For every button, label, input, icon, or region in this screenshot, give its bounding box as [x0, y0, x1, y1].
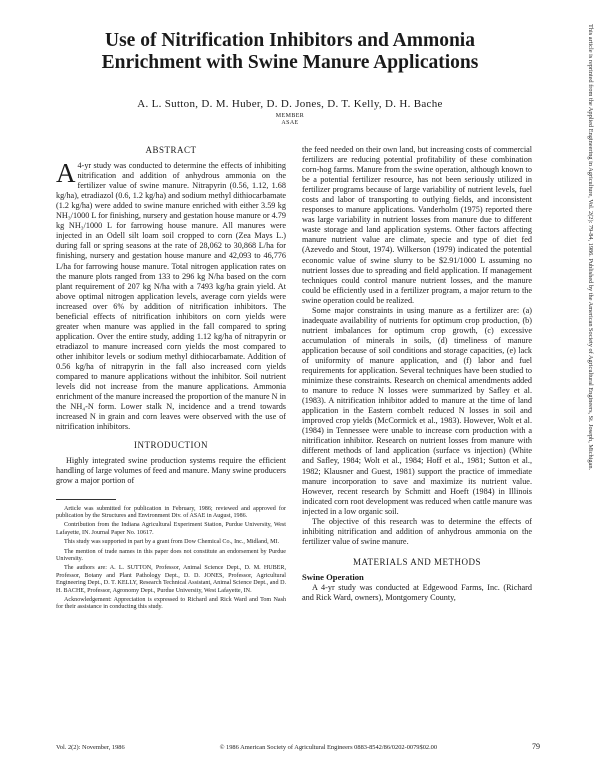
title-line-1: Use of Nitrification Inhibitors and Ammonia [105, 30, 475, 51]
footnote-contribution: Contribution from the Indiana Agricultural Experiment Station, Purdue University, West Lafayette, IN. Journal Paper No. 10617. [56, 522, 286, 536]
introduction-heading: INTRODUCTION [134, 440, 208, 451]
methods-paragraph-1: A 4-yr study was conducted at Edgewood Farms, Inc. (Richard and Rick Ward, owners), Montgomery County, [302, 582, 532, 603]
page-number: 79 [532, 742, 540, 751]
left-column [56, 145, 286, 614]
abstract-dropcap: A [56, 158, 76, 189]
membership-label [230, 113, 350, 127]
page-footer [56, 742, 540, 751]
abstract-heading: ABSTRACT [145, 145, 197, 155]
paper-title [70, 30, 510, 74]
swine-operation-subheading: Swine Operation [302, 571, 364, 582]
footnote-acknowledgement: Acknowledgement: Appreciation is expressed to Richard and Rick Ward and Tom Nash for their assistance in conducting this study. [56, 596, 286, 611]
membership-line-2: ASAE [281, 120, 299, 126]
membership-line-1: MEMBER [275, 113, 305, 119]
abstract-text: 4-yr study was conducted to determine the effects of inhibiting nitrification and addition of anhydrous ammonia on the fertilizer value of swine manure. Nitrapyrin (0.56, 1.12, 1.68 kg/ha), etradiazol (0.6, 1.2 kg/ha) and sodium methyl dithiocarbamate (1.2 kg/ha) were added to swine manure enriched with either 3.59 kg NH₃/1000 L for finishing, nursery and gestation house manure or 4.79 kg NH₃/1000 L for farrowing house manure. All manures were injected in an Odell silt loam soil cropped to corn (Zea Mays L.) during fall or spring seasons at the rate of 28,062 to 30,868 L/ha for finishing, nursery and gestation house manure and 42,093 to 46,776 L/ha for farrowing house manure. Total nitrogen application rates on the manure plots ranged from 133 to 296 kg N/ha based on the corn plant requirement of 207 kg N/ha with a 7493 kg/ha grain yield. At above optimal nitrogen application levels, average corn yields were increased over 6% by addition of nitrification inhibitors. The beneficial effects of nitrification inhibitors on corn yields were greater when manure was applied in the fall compared to spring application. Over the entire study, adding 1.12 kg/ha of nitrapyrin or etradiazol to manure increased corn yields the most compared to other inhibitor levels or sodium methyl dithiocarbamate. Addition of 0.56 kg/ha of nitrapyrin in the fall also increased corn yields compared to manure applications without the inhibitor. Soil nutrient levels did not increase from the manure applications. Ammonia enrichment of the manure increased the proportion of the manure N in the NH₄-N form. Lower stalk N, incidence and a trend towards increased N in grain and corn leaves were observed with the use of nitrification inhibitors. [56, 161, 286, 432]
methods-heading: MATERIALS AND METHODS [352, 556, 481, 567]
reprint-side-note: This article is reprinted from the Applied Engineering in Agriculture, Vol. 2(2): 79-84, 1986. Published by the American Society of Agricultural Engineers, St. Joseph, Michigan. [587, 24, 594, 471]
title-line-2: Enrichment with Swine Manure Applications [101, 52, 479, 73]
footnote-divider [56, 499, 116, 500]
right-column [302, 145, 532, 603]
abstract-body [56, 158, 286, 432]
volume-info: Vol. 2(2): November, 1986 [56, 744, 125, 751]
footnote-submission: Article was submitted for publication in February, 1986; reviewed and approved for publication by the Structures and Environment Div. of ASAE in August, 1986. [56, 505, 286, 519]
author-list: A. L. Sutton, D. M. Huber, D. D. Jones, D. T. Kelly, D. H. Bache [137, 98, 443, 110]
footnote-support: This study was supported in part by a grant from Dow Chemical Co., Inc., Midland, MI. [64, 539, 280, 546]
introduction-paragraph-1-cont: the feed needed on their own land, but increasing costs of commercial fertilizers are reducing potential profitability of these combination corn-hog farms. Manure from the swine operation, although known to be a potential fertilizer resource, has not been seriously utilized in fertilizer programs because of large variability of nutrient levels, fuel costs and labor of transporting to outlying fields, and inconsistent responses to manure applications. Vanderholm (1975) reported there was large variability in nutrient losses from manure due to different waste storage and land application systems. Other factors affecting manure nutrient value are climate, specie and type of diet fed (Azevedo and Stout, 1974). Wilkerson (1979) indicated the potential economic value of swine slurry to be $2.91/1000 L assuming no nutrient losses due to spreading and field application. If management techniques could control manure nutrient losses, and the manure could be efficiently used in a fertilizer program, a major return to the swine operation could be realized. [302, 145, 532, 305]
introduction-paragraph-1: Highly integrated swine production systems require the efficient handling of large volumes of feed and manure. Many swine producers grow a major portion of [56, 456, 286, 486]
copyright-line: © 1986 American Society of Agricultural Engineers 0883-8542/86/0202-0079$02.00 [219, 744, 438, 751]
footnote-trade-names: The mention of trade names in this paper does not constitute an endorsement by Purdue University. [56, 548, 286, 562]
footnote-authors: The authors are: A. L. SUTTON, Professor, Animal Science Dept., D. M. HUBER, Professor, Botany and Plant Pathology Dept., D. D. JONES, Professor, Agricultural Engineering Dept., D. T. KELLY, Research Technical Assistant, Animal Science Dept., and D. H. BACHE, Professor, Agronomy Dept., Purdue University, West Lafayette, IN. [56, 565, 286, 594]
footnotes [56, 506, 286, 612]
introduction-paragraph-2: Some major constraints in using manure as a fertilizer are: (a) inadequate availability of nutrients for optimum crop production, (b) nutrient imbalances for optimum crop growth, (c) excessive accumulation of minerals in soils, (d) timeliness of manure application because of soil conditions and storage capacities, (e) lack of uniformity of manure application, and (f) labor and fuel requirements for application. Several techniques have been studied to minimize these constraints. Research on chemical amendments added to manure to reduce N losses were summarized by Safley et al. (1983). A nitrification inhibitor added to manure at the time of land application in the Eastern cornbelt reduced N losses in soil and improved crop yields (McCormick et al., 1983). However, Wolt et al. (1984) in Tennessee were unable to increase corn production with a nitrification inhibitor. Research on nutrient losses from manure with different methods of land application (surface vs injection) (White and Safley, 1984; Wolt et al., 1984; Hoff et al., 1981; Sutton et al., 1982; Klausner and Guest, 1981) support the practice of immediate manure incorporation to save and maximize its nutrient value. However, recent research by Schmitt and Hoeft (1984) in Illinois indicated corn root development was reduced when cattle manure was injected in a low organic soil. [302, 305, 532, 516]
introduction-paragraph-3: The objective of this research was to determine the effects of inhibiting nitrification and addition of anhydrous ammonia on the fertilizer value of swine manure. [302, 516, 532, 546]
